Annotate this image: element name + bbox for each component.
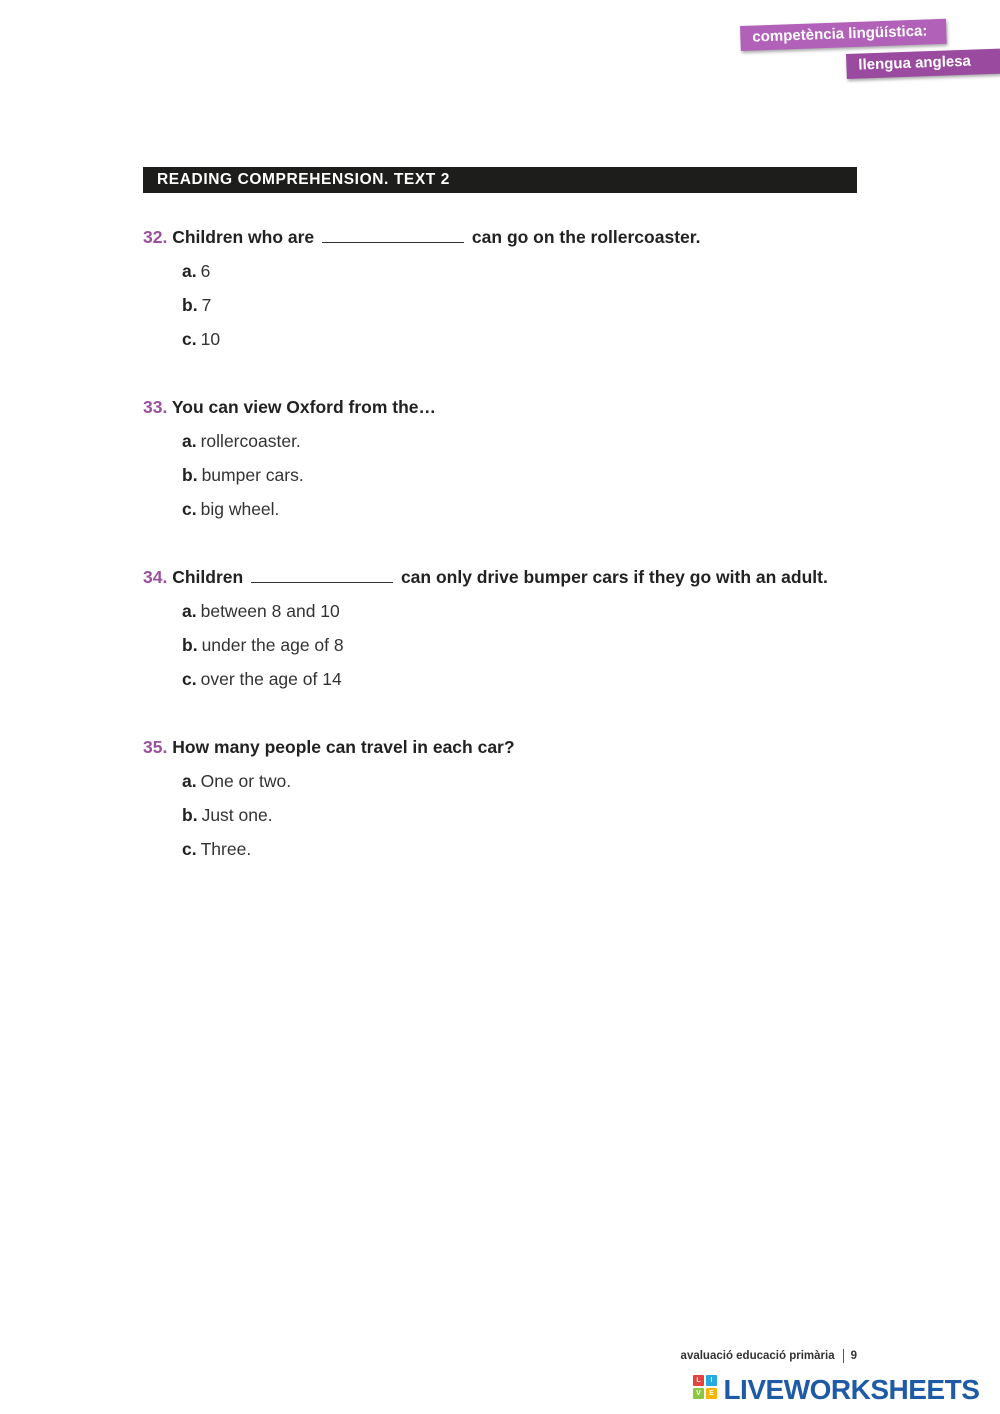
question-text-before: Children (172, 567, 244, 587)
logo-grid-cell: E (706, 1388, 717, 1399)
question-33 (143, 396, 883, 520)
options-list (143, 260, 883, 350)
option-letter: a. (182, 771, 197, 791)
option-a[interactable] (182, 600, 883, 622)
answer-blank[interactable] (251, 566, 393, 583)
option-c[interactable] (182, 498, 883, 520)
option-a[interactable] (182, 260, 883, 282)
option-text: bumper cars. (201, 465, 304, 485)
liveworksheets-logo[interactable] (693, 1374, 979, 1406)
answer-blank[interactable] (322, 226, 464, 243)
logo-grid-cell: L (693, 1375, 704, 1386)
question-number: 33. (143, 397, 168, 417)
option-text: 6 (200, 261, 211, 281)
option-text: One or two. (200, 771, 292, 791)
page-number: 9 (850, 1350, 857, 1363)
option-text: 7 (201, 295, 212, 315)
question-text-before: How many people can travel in each car? (172, 737, 515, 757)
question-number: 34. (143, 567, 168, 587)
question-34 (143, 566, 883, 690)
question-text-after: can only drive bumper cars if they go with an adult. (400, 567, 828, 587)
footer-label: avaluació educació primària (680, 1350, 835, 1363)
option-letter: b. (182, 295, 198, 315)
question-text-before: Children who are (172, 227, 315, 247)
subject-tag-competence: competència lingüística: (740, 19, 947, 51)
question-text-after: can go on the rollercoaster. (471, 227, 701, 247)
option-b[interactable] (182, 294, 883, 316)
option-text: big wheel. (200, 499, 280, 519)
option-letter: b. (182, 635, 198, 655)
logo-grid-icon (693, 1375, 717, 1399)
question-33-prompt (143, 396, 883, 418)
subject-tag-language: llengua anglesa (846, 49, 1000, 79)
option-letter: c. (182, 669, 197, 689)
option-text: Just one. (201, 805, 273, 825)
question-number: 32. (143, 227, 168, 247)
option-letter: b. (182, 805, 198, 825)
option-c[interactable] (182, 668, 883, 690)
option-letter: b. (182, 465, 198, 485)
question-text-before: You can view Oxford from the… (171, 397, 437, 417)
option-letter: c. (182, 329, 197, 349)
logo-grid-cell: I (706, 1375, 717, 1386)
question-34-prompt (143, 566, 883, 588)
option-c[interactable] (182, 328, 883, 350)
option-text: 10 (200, 329, 221, 349)
option-b[interactable] (182, 804, 883, 826)
question-35 (143, 736, 883, 860)
footer-divider (843, 1349, 844, 1363)
section-title-bar: READING COMPREHENSION. TEXT 2 (143, 167, 857, 193)
option-text: over the age of 14 (200, 669, 342, 689)
option-letter: a. (182, 261, 197, 281)
option-b[interactable] (182, 634, 883, 656)
option-text: under the age of 8 (201, 635, 344, 655)
options-list (143, 430, 883, 520)
option-a[interactable] (182, 430, 883, 452)
option-b[interactable] (182, 464, 883, 486)
question-32 (143, 226, 883, 350)
option-letter: c. (182, 499, 197, 519)
option-text: between 8 and 10 (200, 601, 340, 621)
question-number: 35. (143, 737, 168, 757)
option-a[interactable] (182, 770, 883, 792)
question-35-prompt (143, 736, 883, 758)
option-letter: a. (182, 431, 197, 451)
question-32-prompt (143, 226, 883, 248)
page-footer (681, 1349, 857, 1363)
option-text: rollercoaster. (200, 431, 301, 451)
option-letter: a. (182, 601, 197, 621)
options-list (143, 770, 883, 860)
option-c[interactable] (182, 838, 883, 860)
logo-grid-cell: V (693, 1388, 704, 1399)
option-text: Three. (200, 839, 252, 859)
option-letter: c. (182, 839, 197, 859)
logo-text: LIVEWORKSHEETS (723, 1374, 980, 1405)
options-list (143, 600, 883, 690)
